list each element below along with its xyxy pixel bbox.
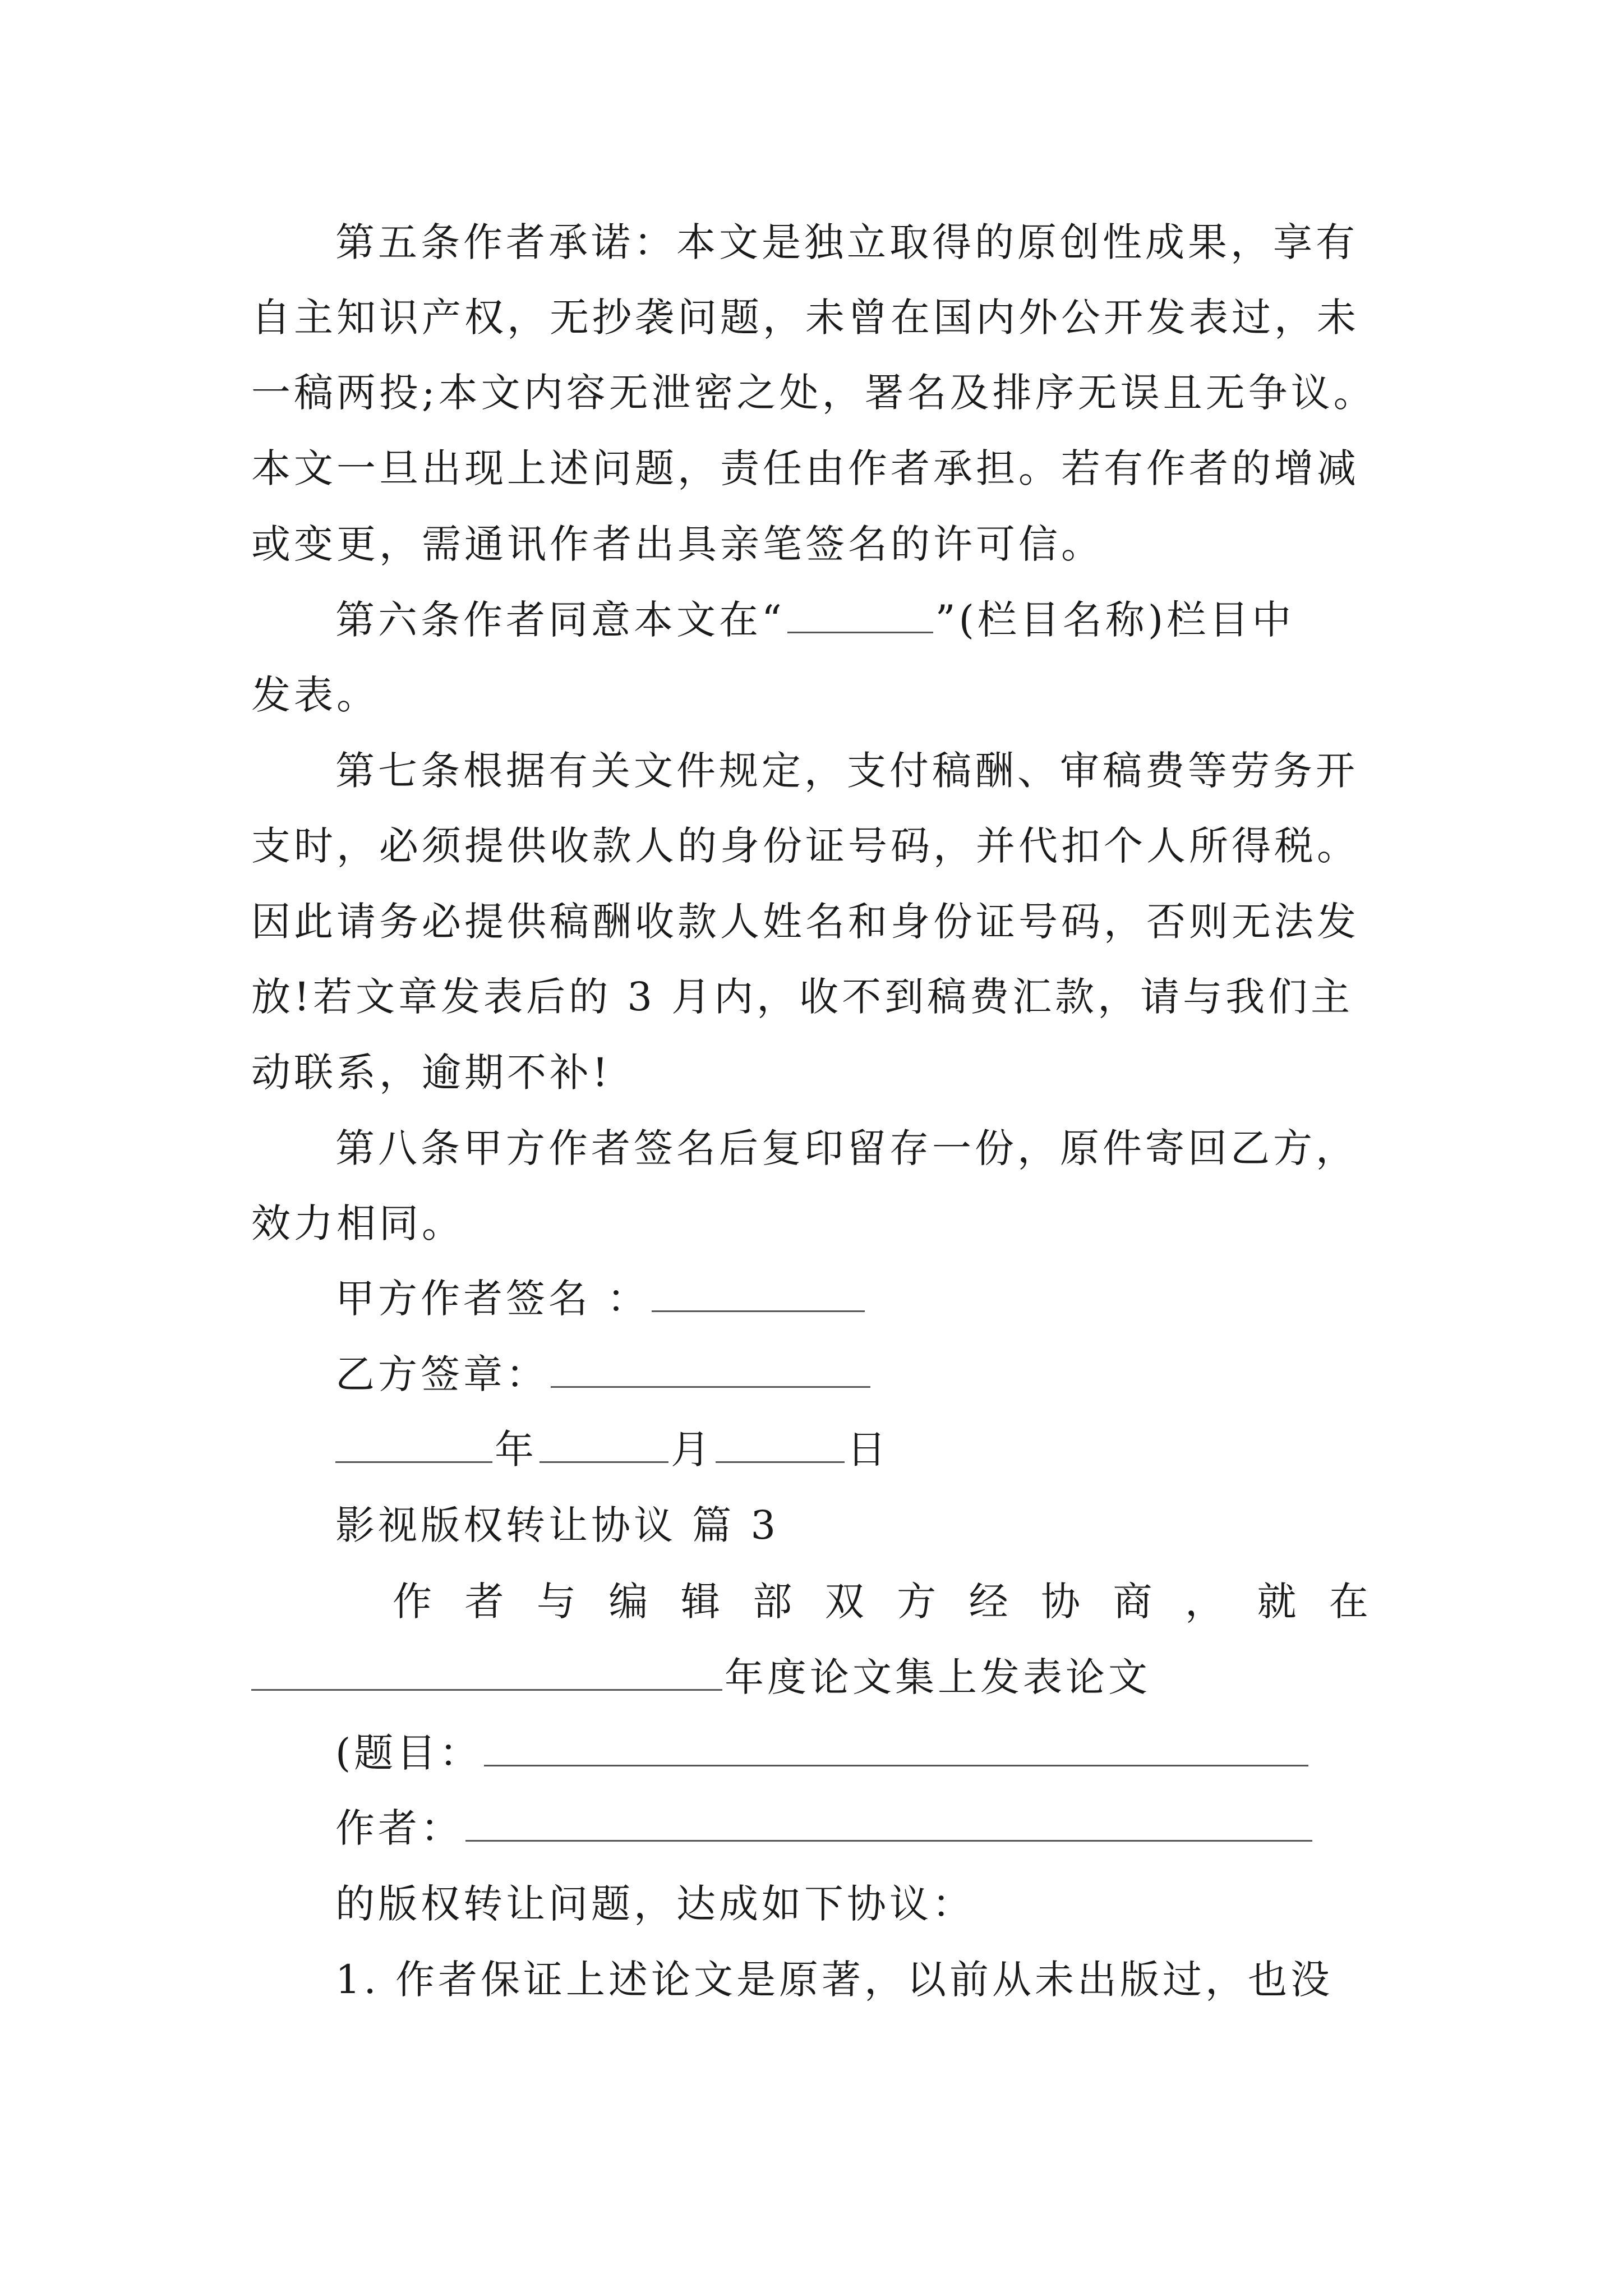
- intro-char: 协: [1041, 1579, 1081, 1625]
- author-label: 作者：: [335, 1805, 463, 1851]
- intro-char: 在: [1329, 1579, 1368, 1625]
- art7-line-1: 第七条根据有关文件规定，支付稿酬、审稿费等劳务开: [335, 748, 1358, 794]
- art7-line-5: 动联系，逾期不补!: [251, 1050, 612, 1096]
- day-label: 日: [847, 1427, 889, 1473]
- intro-char: 部: [753, 1579, 792, 1625]
- art5-line-5: 或变更，需通讯作者出具亲笔签名的许可信。: [251, 521, 1104, 567]
- party-a-signature: [335, 1276, 1474, 1322]
- art8-line-2: 效力相同。: [251, 1200, 464, 1246]
- art7-line-3: 因此请务必提供稿酬收款人姓名和身份证号码，否则无法发: [251, 899, 1359, 945]
- author-field: [335, 1805, 1474, 1851]
- column-name-blank: [787, 627, 933, 633]
- art6-line-1: [335, 597, 1474, 643]
- intro-char: 经: [969, 1579, 1008, 1625]
- art5-line-4: 本文一旦出现上述问题，责任由作者承担。若有作者的增减: [251, 445, 1359, 491]
- month-blank: [540, 1457, 668, 1463]
- intro-char: 方: [897, 1579, 937, 1625]
- party-b-blank: [551, 1382, 870, 1388]
- paper-title-label: (题目：: [335, 1730, 482, 1776]
- date-line: [335, 1427, 1474, 1473]
- day-blank: [716, 1457, 845, 1463]
- party-a-blank: [652, 1306, 865, 1312]
- intro-char: 辑: [680, 1579, 720, 1625]
- art6-line-1-pre: 第六条作者同意本文在“: [335, 597, 785, 643]
- art5-line-2: 自主知识产权，无抄袭问题，未曾在国内外公开发表过，未: [251, 295, 1359, 341]
- agreement-intro: 的版权转让问题，达成如下协议：: [335, 1881, 975, 1927]
- intro-char: 者: [464, 1579, 504, 1625]
- art7-line-2: 支时，必须提供收款人的身份证号码，并代扣个人所得税。: [251, 823, 1359, 869]
- art6-line-1-post: ”(栏目名称)栏目中: [935, 597, 1295, 643]
- year-blank: [335, 1457, 492, 1463]
- intro-char: 与: [536, 1579, 576, 1625]
- author-blank: [465, 1835, 1312, 1842]
- intro-line-2-text: 年度论文集上发表论文: [725, 1654, 1151, 1700]
- intro-char: 商: [1113, 1579, 1152, 1625]
- intro-char: 作: [393, 1579, 432, 1625]
- art5-line-3: 一稿两投;本文内容无泄密之处，署名及排序无误且无争议。: [251, 370, 1376, 416]
- party-a-label: 甲方作者签名 ：: [335, 1276, 650, 1322]
- paper-title-blank: [484, 1760, 1308, 1766]
- art6-line-2: 发表。: [251, 672, 379, 718]
- art7-line-4: 放!若文章发表后的 3 月内，收不到稿费汇款，请与我们主: [251, 974, 1354, 1020]
- clause-1: 1. 作者保证上述论文是原著，以前从未出版过，也没: [335, 1957, 1334, 2003]
- art5-line-1: 第五条作者承诺：本文是独立取得的原创性成果，享有: [335, 219, 1358, 265]
- intro-char: 编: [608, 1579, 648, 1625]
- section-3-intro-line-1: [393, 1579, 1368, 1625]
- year-volume-blank: [251, 1685, 722, 1691]
- paper-title-field: [335, 1730, 1474, 1776]
- section-3-title: 影视版权转让协议 篇 3: [335, 1502, 780, 1548]
- party-b-label: 乙方签章：: [335, 1351, 548, 1397]
- intro-char: 就: [1257, 1579, 1297, 1625]
- month-label: 月: [671, 1427, 713, 1473]
- year-label: 年: [495, 1427, 537, 1473]
- section-3-intro-line-2: [251, 1654, 1390, 1700]
- intro-char: 双: [824, 1579, 864, 1625]
- art8-line-1: 第八条甲方作者签名后复印留存一份，原件寄回乙方，: [335, 1125, 1358, 1171]
- intro-char: ，: [1184, 1579, 1224, 1625]
- party-b-seal: [335, 1351, 1474, 1397]
